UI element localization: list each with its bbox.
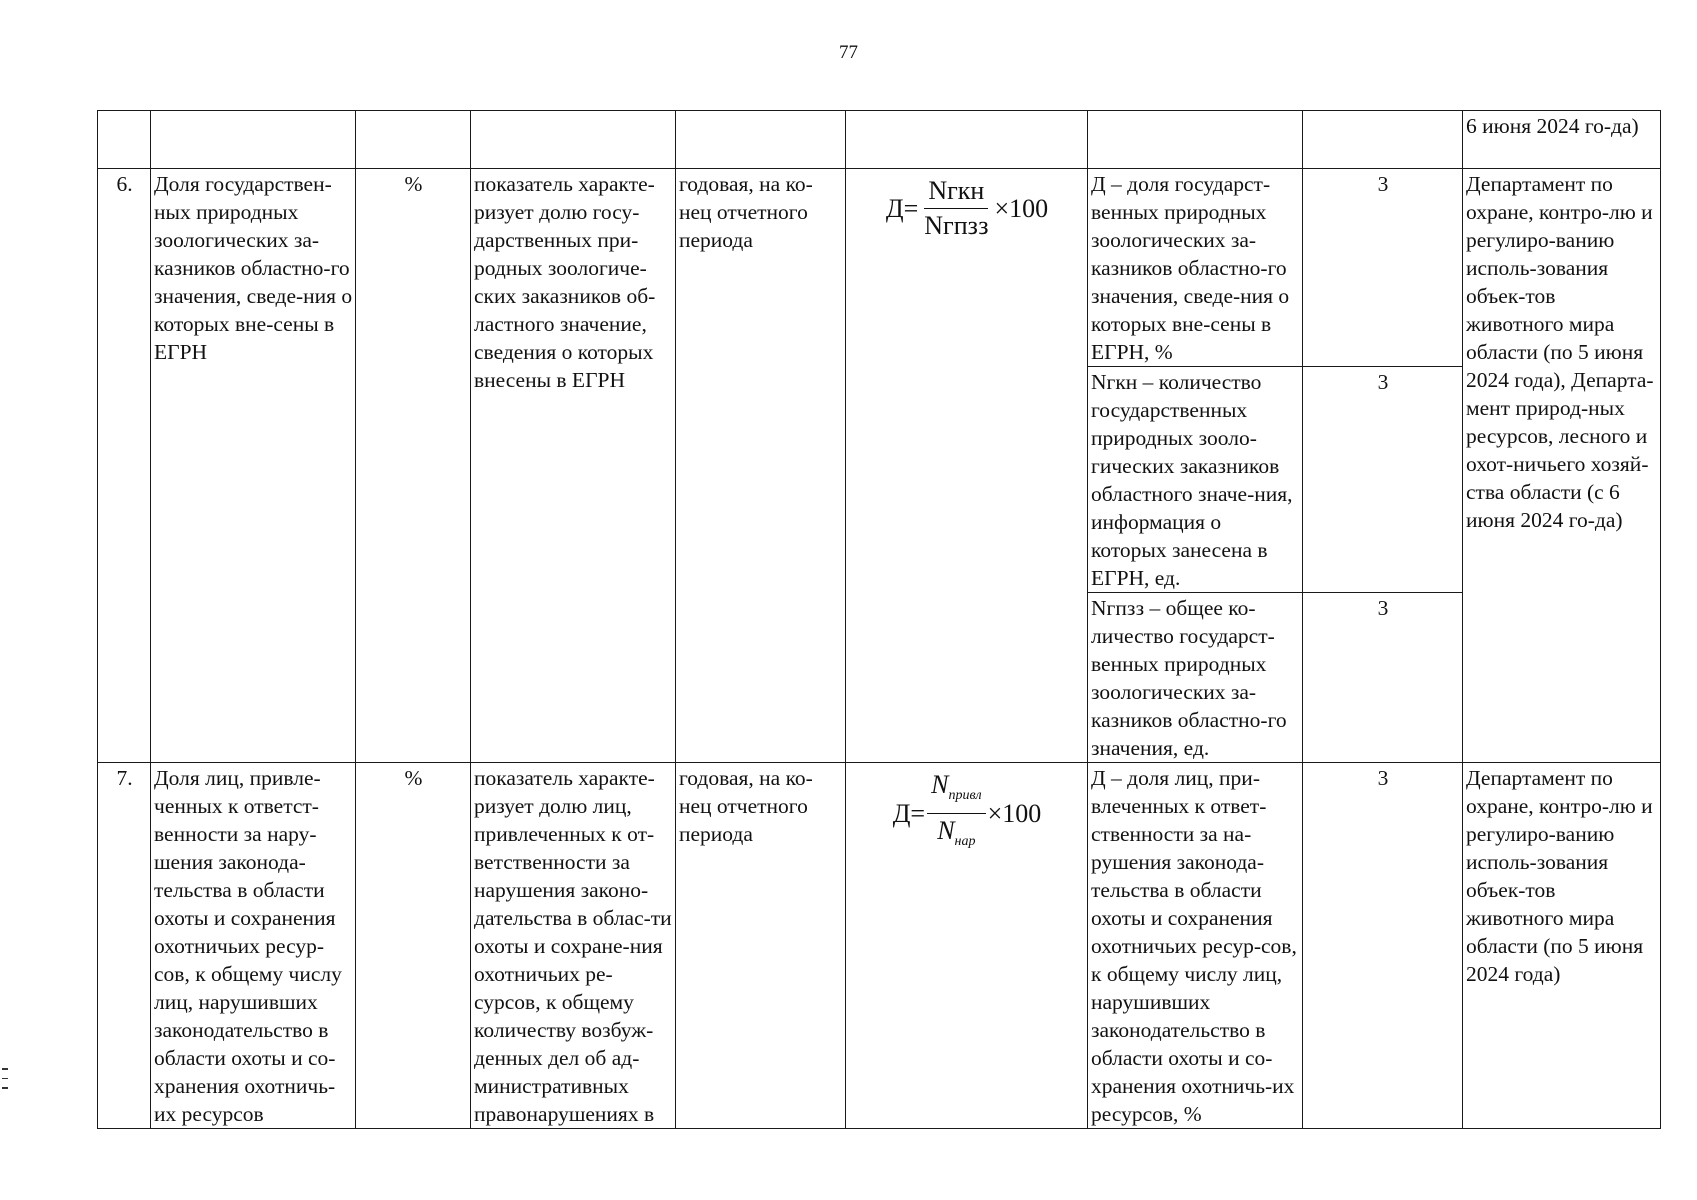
- cell-formula: [846, 763, 1088, 1129]
- formula-denominator-base: N: [937, 816, 955, 846]
- cell-variable-code: 3: [1303, 169, 1463, 367]
- formula-numerator: Nгкн: [924, 176, 988, 209]
- cell-description: показатель характе-ризует долю лиц, привлеченных к от-ветственности за нарушения законо-дательства в облас-ти охоты и сохране-ния охотничьих ре-сурсов, к общему количеству возбуж-денных дел об ад-министративных правонарушениях в: [471, 763, 676, 1129]
- formula-denominator: [933, 814, 979, 857]
- cell-responsible: Департамент по охране, контро-лю и регулиро-ванию исполь-зования объек-тов животного мира области (по 5 июня 2024 года), Департа-мент природ-ных ресурсов, лесного и охот-ничьего хозяй-ства области (с 6 июня 2024 го-да): [1463, 169, 1661, 763]
- margin-mark: [2, 1087, 8, 1089]
- margin-mark: [2, 1078, 8, 1080]
- cell-empty: [676, 111, 846, 169]
- cell-empty: [471, 111, 676, 169]
- cell-empty: [98, 111, 151, 169]
- cell-indicator-name: Доля государствен-ных природных зоологических за-казников областно-го значения, сведе-ния о которых вне-сены в ЕГРН: [151, 169, 356, 763]
- formula-denominator: Nгпзз: [924, 211, 989, 240]
- cell-variable: Д – доля государст-венных природных зоологических за-казников областно-го значения, сведе-ния о которых вне-сены в ЕГРН, %: [1088, 169, 1303, 367]
- cell-responsible: Департамент по охране, контро-лю и регулиро-ванию исполь-зования объек-тов животного мира области (по 5 июня 2024 года): [1463, 763, 1661, 1129]
- cell-empty: [356, 111, 471, 169]
- cell-periodicity: годовая, на ко-нец отчетного периода: [676, 763, 846, 1129]
- cell-formula: [846, 169, 1088, 763]
- cell-description: показатель характе-ризует долю госу-дарственных при-родных зоологиче-ских заказников об-ластного значение, сведения о которых внесены в ЕГРН: [471, 169, 676, 763]
- formula-numerator-base: N: [931, 770, 949, 799]
- cell-indicator-name: Доля лиц, привле-ченных к ответст-венности за нару-шения законода-тельства в области охоты и сохранения охотничьих ресур-сов, к общему числу лиц, нарушивших законодательство в области охоты и со-хранения охотничь-их ресурсов: [151, 763, 356, 1129]
- table-row-continuation: [98, 111, 1661, 169]
- table-row-7: [98, 763, 1661, 1129]
- cell-row-number: 6.: [98, 169, 151, 763]
- formula: [849, 176, 1085, 241]
- cell-variable: Nгкн – количество государственных природных зооло-гических заказников областного значе-ния, информация о которых занесена в ЕГРН, ед.: [1088, 367, 1303, 593]
- cell-variable-code: 3: [1303, 593, 1463, 763]
- formula-lhs: Д=: [892, 798, 926, 828]
- cell-responsible: 6 июня 2024 го-да): [1463, 111, 1661, 169]
- cell-empty: [846, 111, 1088, 169]
- cell-row-number: 7.: [98, 763, 151, 1129]
- margin-mark: [2, 1068, 8, 1070]
- indicators-table: [97, 110, 1661, 1129]
- formula-rhs: ×100: [987, 798, 1042, 828]
- cell-unit: %: [356, 763, 471, 1129]
- formula-denominator-sub: нар: [954, 834, 976, 850]
- margin-marks: [2, 1068, 8, 1097]
- formula: [849, 770, 1085, 857]
- cell-variable: Nгпзз – общее ко-личество государст-венных природных зоологических за-казников областно-го значения, ед.: [1088, 593, 1303, 763]
- formula-numerator-sub: привл: [948, 788, 982, 804]
- cell-empty: [1303, 111, 1463, 169]
- cell-variable-code: 3: [1303, 367, 1463, 593]
- page-number: 77: [839, 42, 858, 63]
- cell-empty: [151, 111, 356, 169]
- formula-rhs: ×100: [994, 193, 1049, 223]
- cell-unit: %: [356, 169, 471, 763]
- cell-variable: Д – доля лиц, при-влеченных к ответ-ственности за на-рушения законода-тельства в области охоты и сохранения охотничьих ресур-сов, к общему числу лиц, нарушивших законодательство в области охоты и со-хранения охотничь-их ресурсов, %: [1088, 763, 1303, 1129]
- cell-empty: [1088, 111, 1303, 169]
- formula-fraction: [920, 176, 992, 241]
- cell-variable-code: 3: [1303, 763, 1463, 1129]
- cell-periodicity: годовая, на ко-нец отчетного периода: [676, 169, 846, 763]
- table-row-6: [98, 169, 1661, 367]
- formula-fraction: [927, 770, 986, 857]
- formula-numerator: [927, 770, 986, 814]
- formula-lhs: Д=: [885, 193, 919, 223]
